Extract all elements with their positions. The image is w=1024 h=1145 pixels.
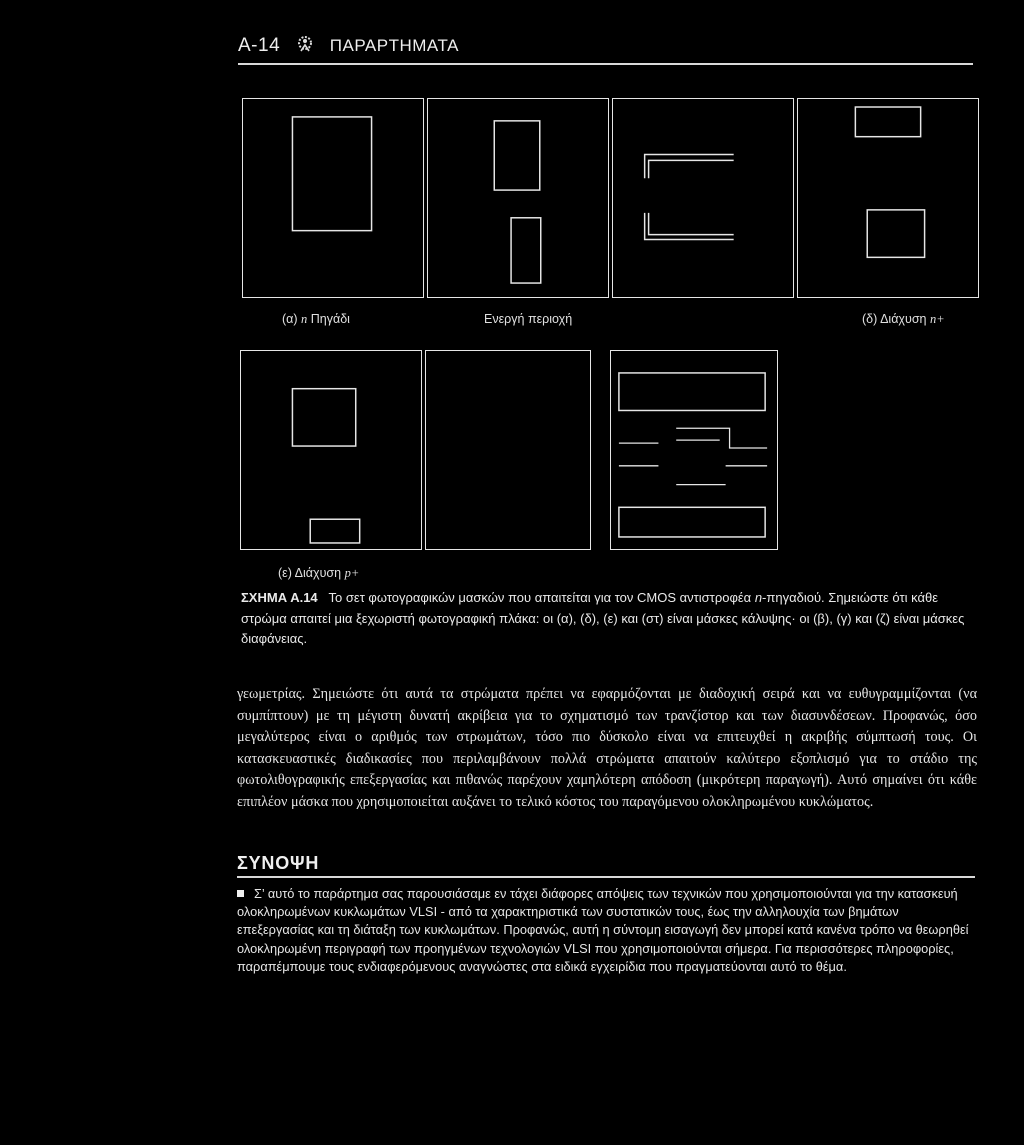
body-paragraph: γεωμετρίας. Σημειώστε ότι αυτά τα στρώματα πρέπει να εφαρμόζονται με διαδοχική σειρά και να ευθυγραμμίζονται (να συμπίπτουν) με τη μέγιστη δυνατή ακρίβεια για το σχηματισμό των τρανζίστορ και των διασυνδέσεων. Προφανώς, όσο μεγαλύτερος είναι ο αριθμός των στρωμάτων, τόσο πιο δύσκολο είναι να επιτευχθεί η ακριβής σύμπτωσή τους. Οι κατασκευαστικές διαδικασίες που περιλαμβάνουν πολλά στρώματα απαιτούν καλύτερο εξοπλισμό για το στάδιο της φωτολιθογραφικής επεξεργασίας και πιθανώς παρέχουν χαμηλότερη απόδοση (μικρότερη παραγωγή). Αυτό σημαίνει ότι κάθε επιπλέον μάσκα που χρησιμοποιείται αυξάνει το τελικό κόστος του παραγόμενου ολοκληρωμένου κυκλώματος. — [237, 686, 977, 810]
figure-caption: ΣΧΗΜΑ Α.14 Το σετ φωτογραφικών μασκών που απαιτείται για τον CMOS αντιστροφέα n-πηγαδιού. Σημειώστε ότι κάθε στρώμα απαιτεί μια ξεχωριστή φωτογραφική πλάκα: οι (α), (δ), (ε) και (στ) είναι μάσκες κάλυψης· οι (β), (γ) και (ζ) είναι μάσκες διαφάνειας. — [241, 590, 965, 646]
mask-b-drawing — [428, 99, 608, 297]
mask-f-drawing — [426, 351, 590, 549]
mask-panel-b-active-area — [427, 98, 609, 298]
header-rule — [238, 63, 973, 65]
caption-d: (δ) Διάχυση n+ — [862, 312, 945, 326]
mask-e-drawing — [241, 351, 421, 549]
caption-a: (α) n Πηγάδι — [282, 312, 350, 326]
mask-g-drawing — [611, 351, 777, 549]
mask-panel-d-n-diffusion — [797, 98, 979, 298]
page-header — [238, 34, 459, 57]
gear-person-logo-icon — [294, 34, 316, 54]
mask-panel-f — [425, 350, 591, 550]
summary-rule — [237, 876, 975, 878]
mask-d-drawing — [798, 99, 978, 297]
page-number: A-14 — [238, 35, 281, 56]
mask-panel-e-p-diffusion — [240, 350, 422, 550]
page-section-title: ΠΑΡΑΡΤΗΜΑΤΑ — [329, 36, 459, 55]
summary-heading: ΣΥΝΟΨΗ — [237, 853, 320, 873]
mask-panel-a-n-well — [242, 98, 424, 298]
mask-c-drawing — [613, 99, 793, 297]
caption-b: Ενεργή περιοχή — [484, 312, 573, 326]
caption-e: (ε) Διάχυση p+ — [278, 566, 360, 580]
square-bullet-icon — [237, 890, 244, 897]
summary-paragraph: Σ’ αυτό το παράρτημα σας παρουσιάσαμε εν τάχει διάφορες απόψεις των τεχνικών που χρησιμοποιούνται για την κατασκευή ολοκληρωμένων κυκλωμάτων VLSI - από τα χαρακτηριστικά των συστατικών τους, έως την αλληλουχία των βημάτων επεξεργασίας και τη διάταξη των κυκλωμάτων. Προφανώς, αυτή η σύντομη εισαγωγή δεν μπορεί κατά κανένα τρόπο να θεωρηθεί ολοκληρωμένη περιγραφή των προηγμένων τεχνολογιών VLSI που χρησιμοποιούνται σήμερα. Για περισσότερες πληροφορίες, παραπέμπουμε τους ενδιαφερόμενους αναγνώστες στα ειδικά εγχειρίδια που πραγματεύονται αυτό το θέμα. — [237, 886, 969, 974]
mask-panel-g — [610, 350, 778, 550]
figure-label: ΣΧΗΜΑ Α.14 — [241, 590, 318, 605]
mask-a-drawing — [243, 99, 423, 297]
mask-panel-c — [612, 98, 794, 298]
